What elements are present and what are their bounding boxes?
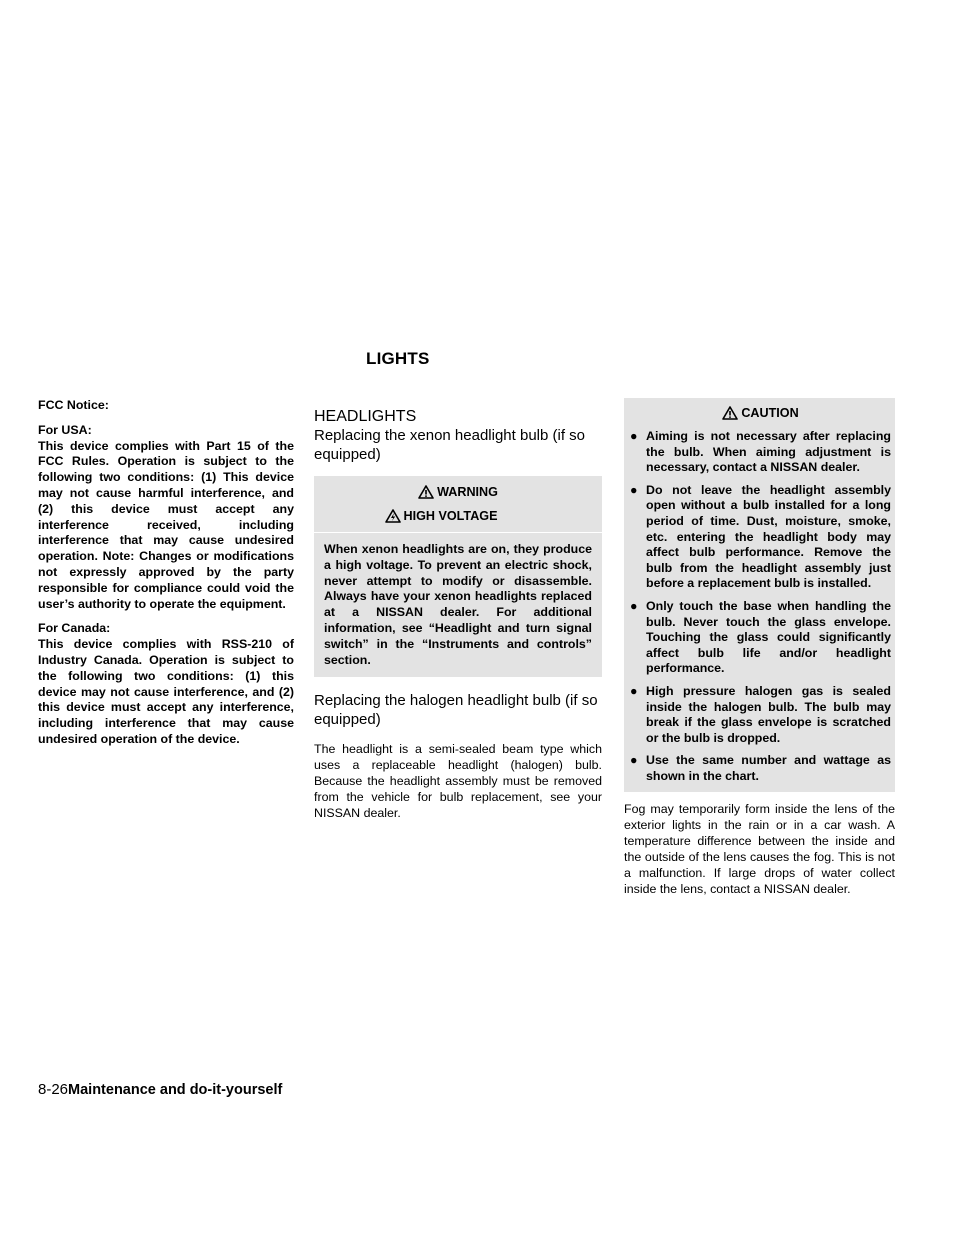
warning-title <box>324 484 592 500</box>
section-title: LIGHTS <box>366 349 430 368</box>
caution-box <box>624 398 895 792</box>
warning-text: When xenon headlights are on, they produce a high voltage. To prevent an electric shock, never attempt to modify or disassemble. Always have your xenon headlights replaced at a NISSAN dealer. For additional information, see “Headlight and turn signal switch” in the “Instruments and controls” section. <box>324 542 592 667</box>
fcc-canada-text: This device complies with RSS-210 of Industry Canada. Operation is subject to the following two conditions: (1) this device may not cause interference, and (2) this device must accept any interference, including interference that may cause undesired operation of the device. <box>38 637 294 746</box>
halogen-text: The headlight is a semi-sealed beam type which uses a replaceable headlight (halogen) bulb. Because the headlight assembly must be removed from the vehicle for bulb replacement, see your NISSAN dealer. <box>314 742 602 821</box>
bullet-text: High pressure halogen gas is sealed inside the halogen bulb. The bulb may break if the glass envelope is scratched or the bulb is dropped. <box>646 683 891 745</box>
bullet-symbol: ● <box>630 683 638 698</box>
column-fcc <box>38 398 294 757</box>
high-voltage-label: HIGH VOLTAGE <box>403 509 498 523</box>
caution-bullet <box>630 753 891 784</box>
bullet-text: Do not leave the headlight assembly open without a bulb installed for a long period of time. Dust, moisture, smoke, etc. entering the headlight body may affect bulb performance. Remove the bulb from the headlight assembly just before a replacement bulb is installed. <box>646 482 891 591</box>
caution-bullet <box>630 684 891 746</box>
fcc-canada <box>38 621 294 747</box>
warning-label: WARNING <box>437 485 498 499</box>
fcc-usa <box>38 423 294 613</box>
halogen-subheading: Replacing the halogen headlight bulb (if so equipped) <box>314 692 598 729</box>
bullet-symbol: ● <box>630 482 638 497</box>
warning-divider <box>314 532 602 533</box>
fog-text: Fog may temporarily form inside the lens of the exterior lights in the rain or in a car wash. A temperature difference between the inside and the outside of the lens causes the fog. This is not a malfunction. If large drops of water collect inside the lens, contact a NISSAN dealer. <box>624 802 895 897</box>
caution-bullet <box>630 483 891 592</box>
fcc-usa-heading: For USA: <box>38 422 92 437</box>
caution-title <box>630 405 891 421</box>
xenon-subheading: Replacing the xenon headlight bulb (if so equipped) <box>314 427 586 463</box>
bullet-text: Aiming is not necessary after replacing the bulb. When aiming adjustment is necessary, contact a NISSAN dealer. <box>646 429 891 475</box>
column-caution <box>624 398 895 897</box>
bullet-text: Only touch the base when handling the bulb. Never touch the glass envelope. Touching the glass could significantly affect bulb life and/or headlight performance. <box>646 598 891 676</box>
high-voltage-icon <box>385 509 401 523</box>
bullet-symbol: ● <box>630 753 638 768</box>
caution-label: CAUTION <box>741 406 799 420</box>
headlights-heading: HEADLIGHTS <box>314 408 417 425</box>
caution-bullet <box>630 599 891 677</box>
bullet-symbol: ● <box>630 429 638 443</box>
bullet-symbol: ● <box>630 598 638 613</box>
chapter-title: Maintenance and do-it-yourself <box>68 1082 283 1098</box>
bullet-text: Use the same number and wattage as shown in the chart. <box>646 753 891 783</box>
caution-icon <box>722 406 738 420</box>
high-voltage-title <box>290 508 592 524</box>
warning-icon <box>418 485 434 499</box>
page-number: 8-26 <box>38 1081 69 1098</box>
fcc-canada-heading: For Canada: <box>38 621 111 636</box>
warning-box <box>314 476 602 677</box>
fcc-usa-text: This device complies with Part 15 of the FCC Rules. Operation is subject to the following two conditions: (1) This device may not cause harmful interference, and (2) this device must accept any interference received, including interference that may cause undesired operation. Note: Changes or modifications not expressly approved by the party responsible for compliance could void the user’s authority to operate the equipment. <box>38 438 294 611</box>
fcc-notice-heading: FCC Notice: <box>38 398 109 412</box>
page-footer <box>38 1081 282 1098</box>
caution-bullet <box>630 429 891 476</box>
column-headlights <box>314 398 602 821</box>
fcc-notice <box>38 398 294 414</box>
